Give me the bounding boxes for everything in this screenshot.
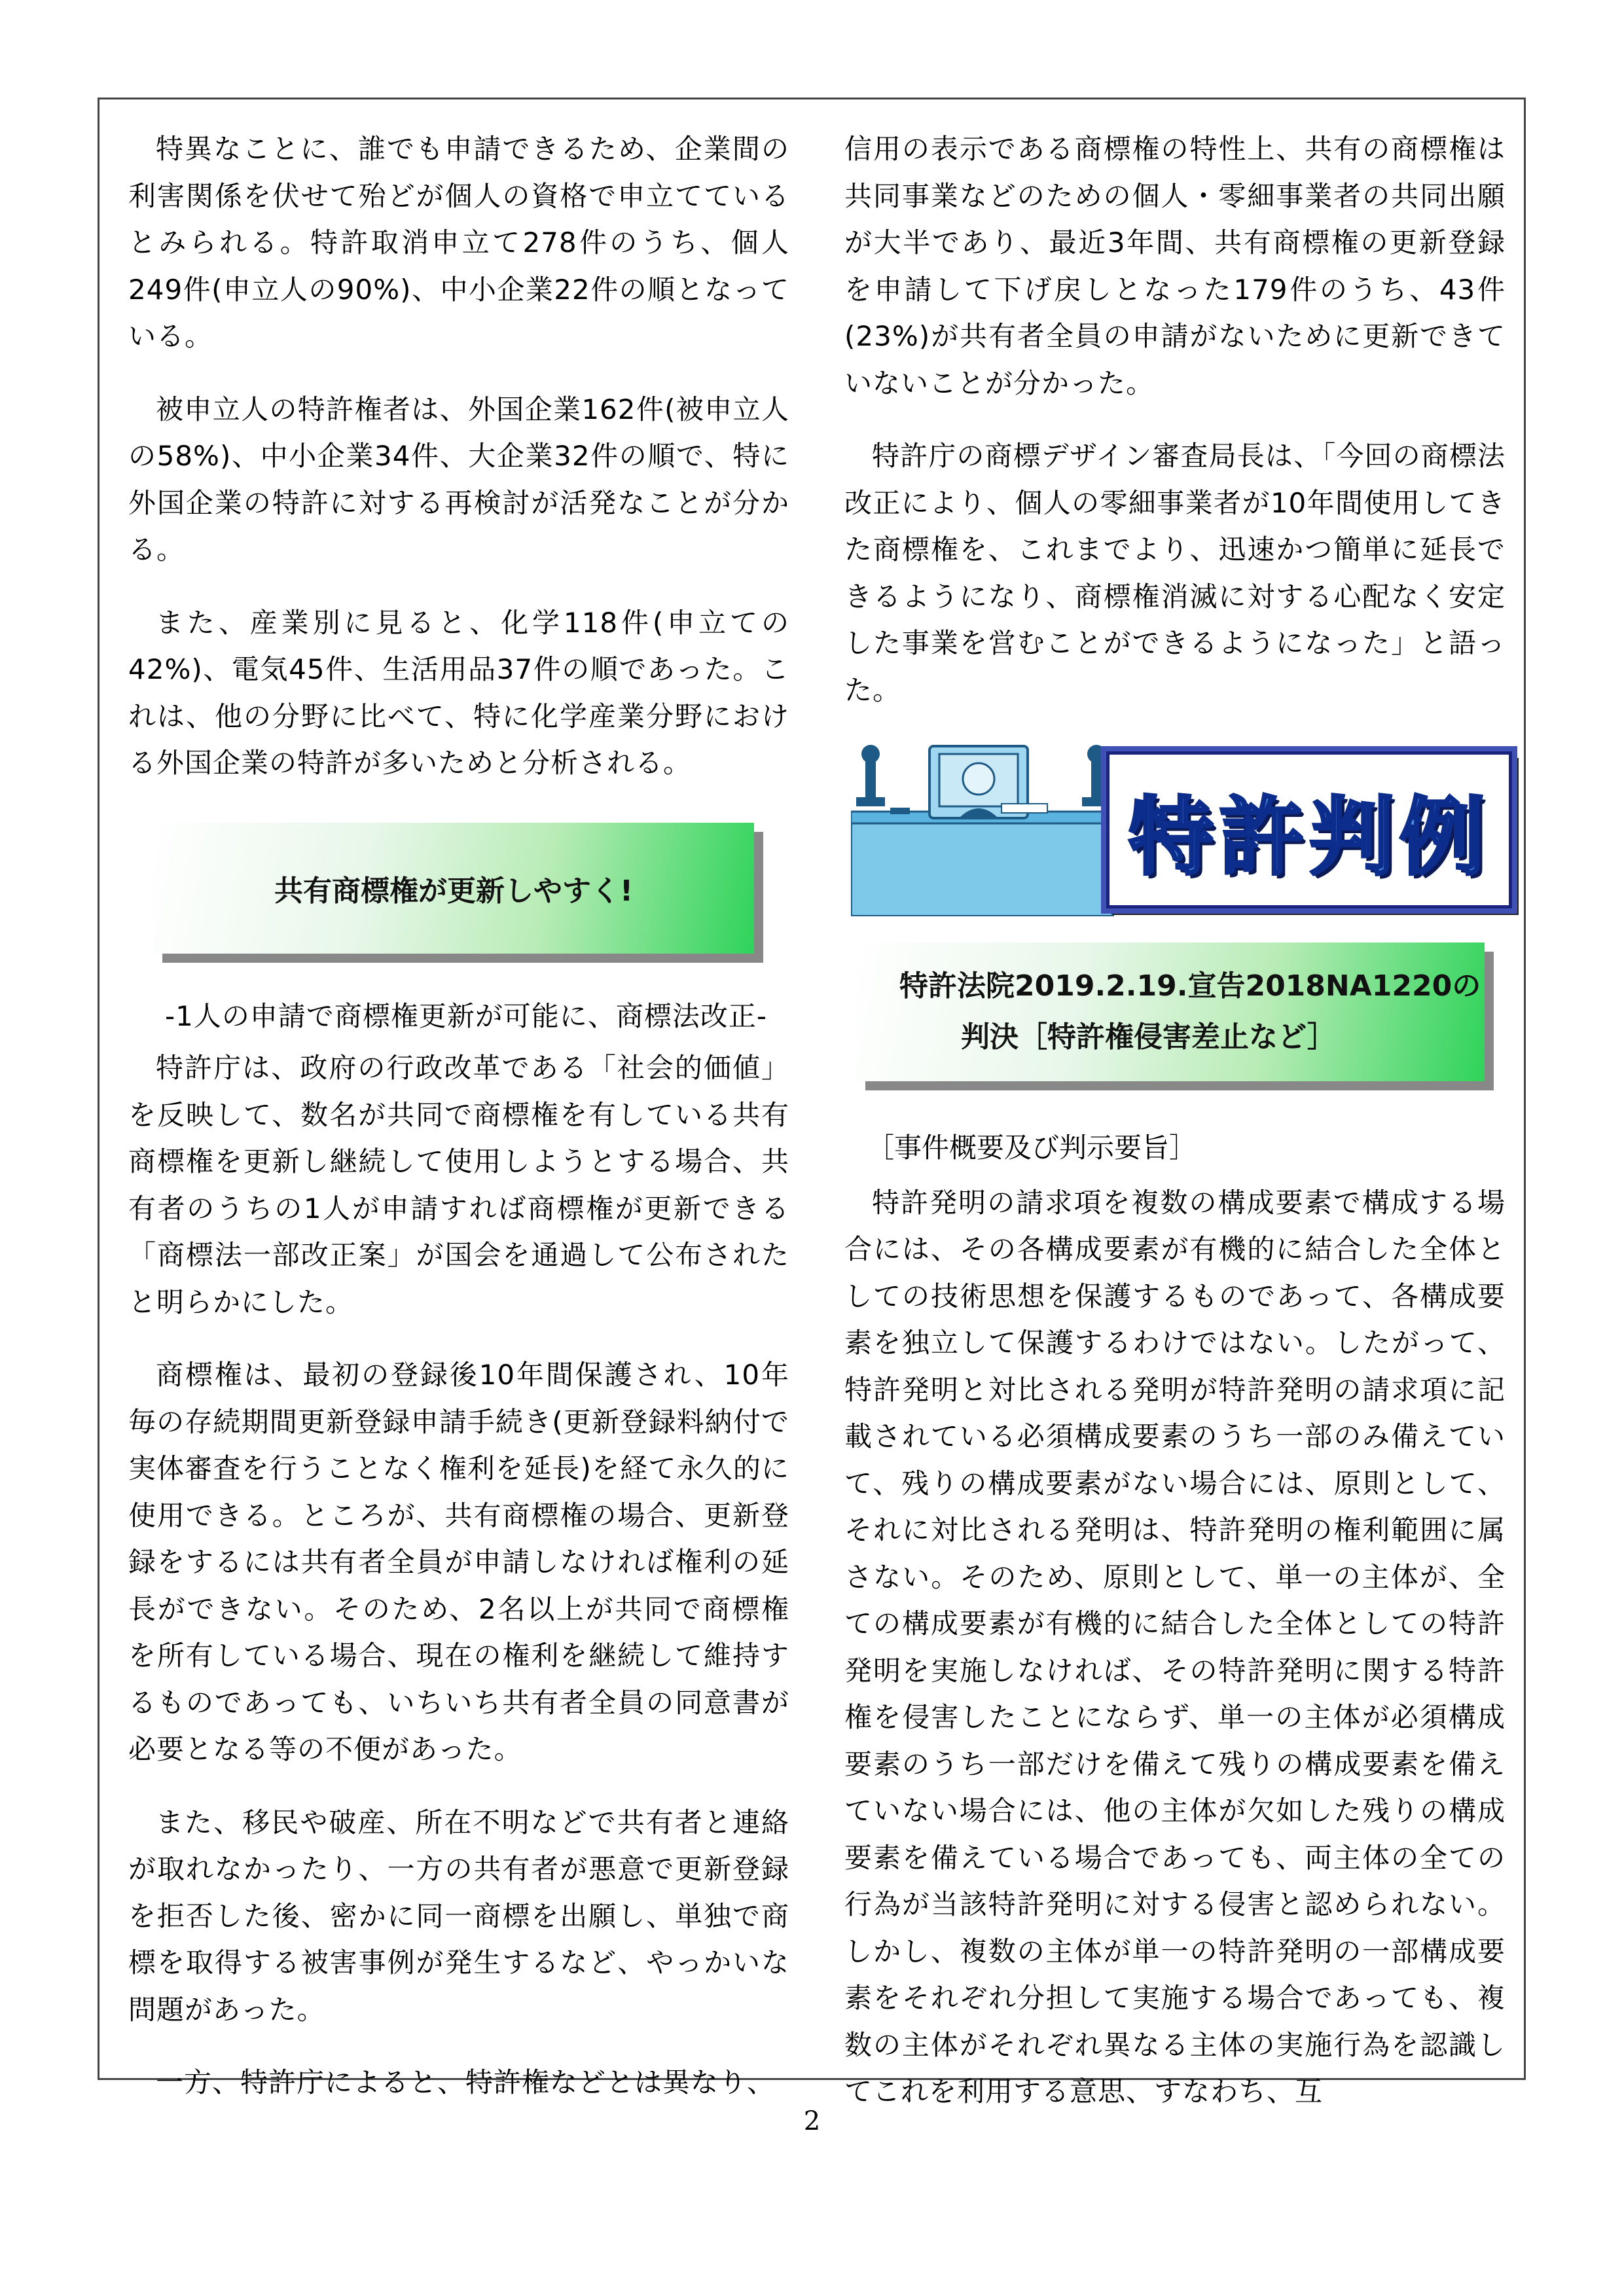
paragraph: 特許庁の商標デザイン審査局長は、「今回の商標法改正により、個人の零細事業者が10年間使用してきた商標権を、これまでより、迅速かつ簡単に延長できるようになり、商標権消滅に対する心配なく安定した事業を営むことができるようになった」と語った。	[844, 440, 1506, 706]
paragraph: 一方、特許庁によると、特許権などとは異なり、	[156, 2066, 776, 2098]
case-title-line-1: 特許法院2019.2.19.宣告2018NA1220の	[899, 969, 1481, 1003]
paragraph: 被申立人の特許権者は、外国企業162件(被申立人の58%)、中小企業34件、大企業32件の順で、特に外国企業の特許に対する再検討が活発なことが分かる。	[128, 393, 789, 565]
paragraph: 商標権は、最初の登録後10年間保護され、10年毎の存続期間更新登録申請手続き(更新登録料納付で実体審査を行うことなく権利を延長)を経て永久的に使用できる。ところが、共有商標権の場合、更新登録をするには共有者全員が申請しなければ権利の延長ができない。そのため、2名以上が共同で商標権を所有している場合、現在の権利を継続して維持するものであっても、いちいち共有者全員の同意書が必要となる等の不便があった。	[128, 1359, 789, 1765]
case-title-line-2: 判決［特許権侵害差止など］	[961, 1020, 1336, 1054]
trademark-section-title	[153, 823, 754, 954]
paragraph: 信用の表示である商標権の特性上、共有の商標権は共同事業などのための個人・零細事業者の共同出願が大半であり、最近3年間、共有商標権の更新登録を申請して下げ戻しとなった179件のうち、43件(23%)が共有者全員の申請がないために更新できていないことが分かった。	[844, 133, 1506, 399]
case-title-box	[856, 942, 1485, 1081]
courtroom-illustration-icon	[851, 740, 1119, 916]
paragraph: また、移民や破産、所在不明などで共有者と連絡が取れなかったり、一方の共有者が悪意で更新登録を拒否した後、密かに同一商標を出願し、単独で商標を取得する被害事例が発生するなど、やっかいな問題があった。	[128, 1806, 789, 2026]
left-column	[128, 126, 789, 2132]
patent-case-banner	[844, 740, 1506, 923]
trademark-section-title-text: 共有商標権が更新しやすく!	[274, 874, 634, 908]
case-summary-label: ［事件概要及び判示要旨］	[867, 1132, 1197, 1164]
patent-case-title-box	[1106, 751, 1512, 908]
page-number: 2	[803, 2106, 821, 2136]
paragraph: 特異なことに、誰でも申請できるため、企業間の利害関係を伏せて殆どが個人の資格で申立てているとみられる。特許取消申立て278件のうち、個人249件(申立人の90%)、中小企業22件の順となっている。	[128, 133, 789, 352]
paragraph: 特許庁は、政府の行政改革である「社会的価値」を反映して、数名が共同で商標権を有している共有商標権を更新し継続して使用しようとする場合、共有者のうちの1人が申請すれば商標権が更新できる「商標法一部改正案」が国会を通過して公布されたと明らかにした。	[128, 1052, 789, 1318]
right-column	[844, 126, 1506, 2142]
paragraph: 特許発明の請求項を複数の構成要素で構成する場合には、その各構成要素が有機的に結合した全体としての技術思想を保護するものであって、各構成要素を独立して保護するわけではない。したがって、特許発明と対比される発明が特許発明の請求項に記載されている必須構成要素のうち一部のみ備えていて、残りの構成要素がない場合には、原則として、それに対比される発明は、特許発明の権利範囲に属さない。そのため、原則として、単一の主体が、全ての構成要素が有機的に結合した全体としての特許発明を実施しなければ、その特許発明に関する特許権を侵害したことにならず、単一の主体が必須構成要素のうち一部だけを備えて残りの構成要素を備えていない場合には、他の主体が欠如した残りの構成要素を備えている場合であっても、両主体の全ての行為が当該特許発明に対する侵害と認められない。しかし、複数の主体が単一の特許発明の一部構成要素をそれぞれ分担して実施する場合であっても、複数の主体がそれぞれ異なる主体の実施行為を認識してこれを利用する意思、すなわち、互	[844, 1186, 1506, 2108]
paragraph: また、産業別に見ると、化学118件(申立ての42%)、電気45件、生活用品37件の順であった。これは、他の分野に比べて、特に化学産業分野における外国企業の特許が多いためと分析される。	[128, 606, 789, 779]
trademark-subtitle: -1人の申請で商標権更新が可能に、商標法改正-	[165, 999, 768, 1032]
patent-case-title: 特許判例	[1128, 787, 1490, 887]
